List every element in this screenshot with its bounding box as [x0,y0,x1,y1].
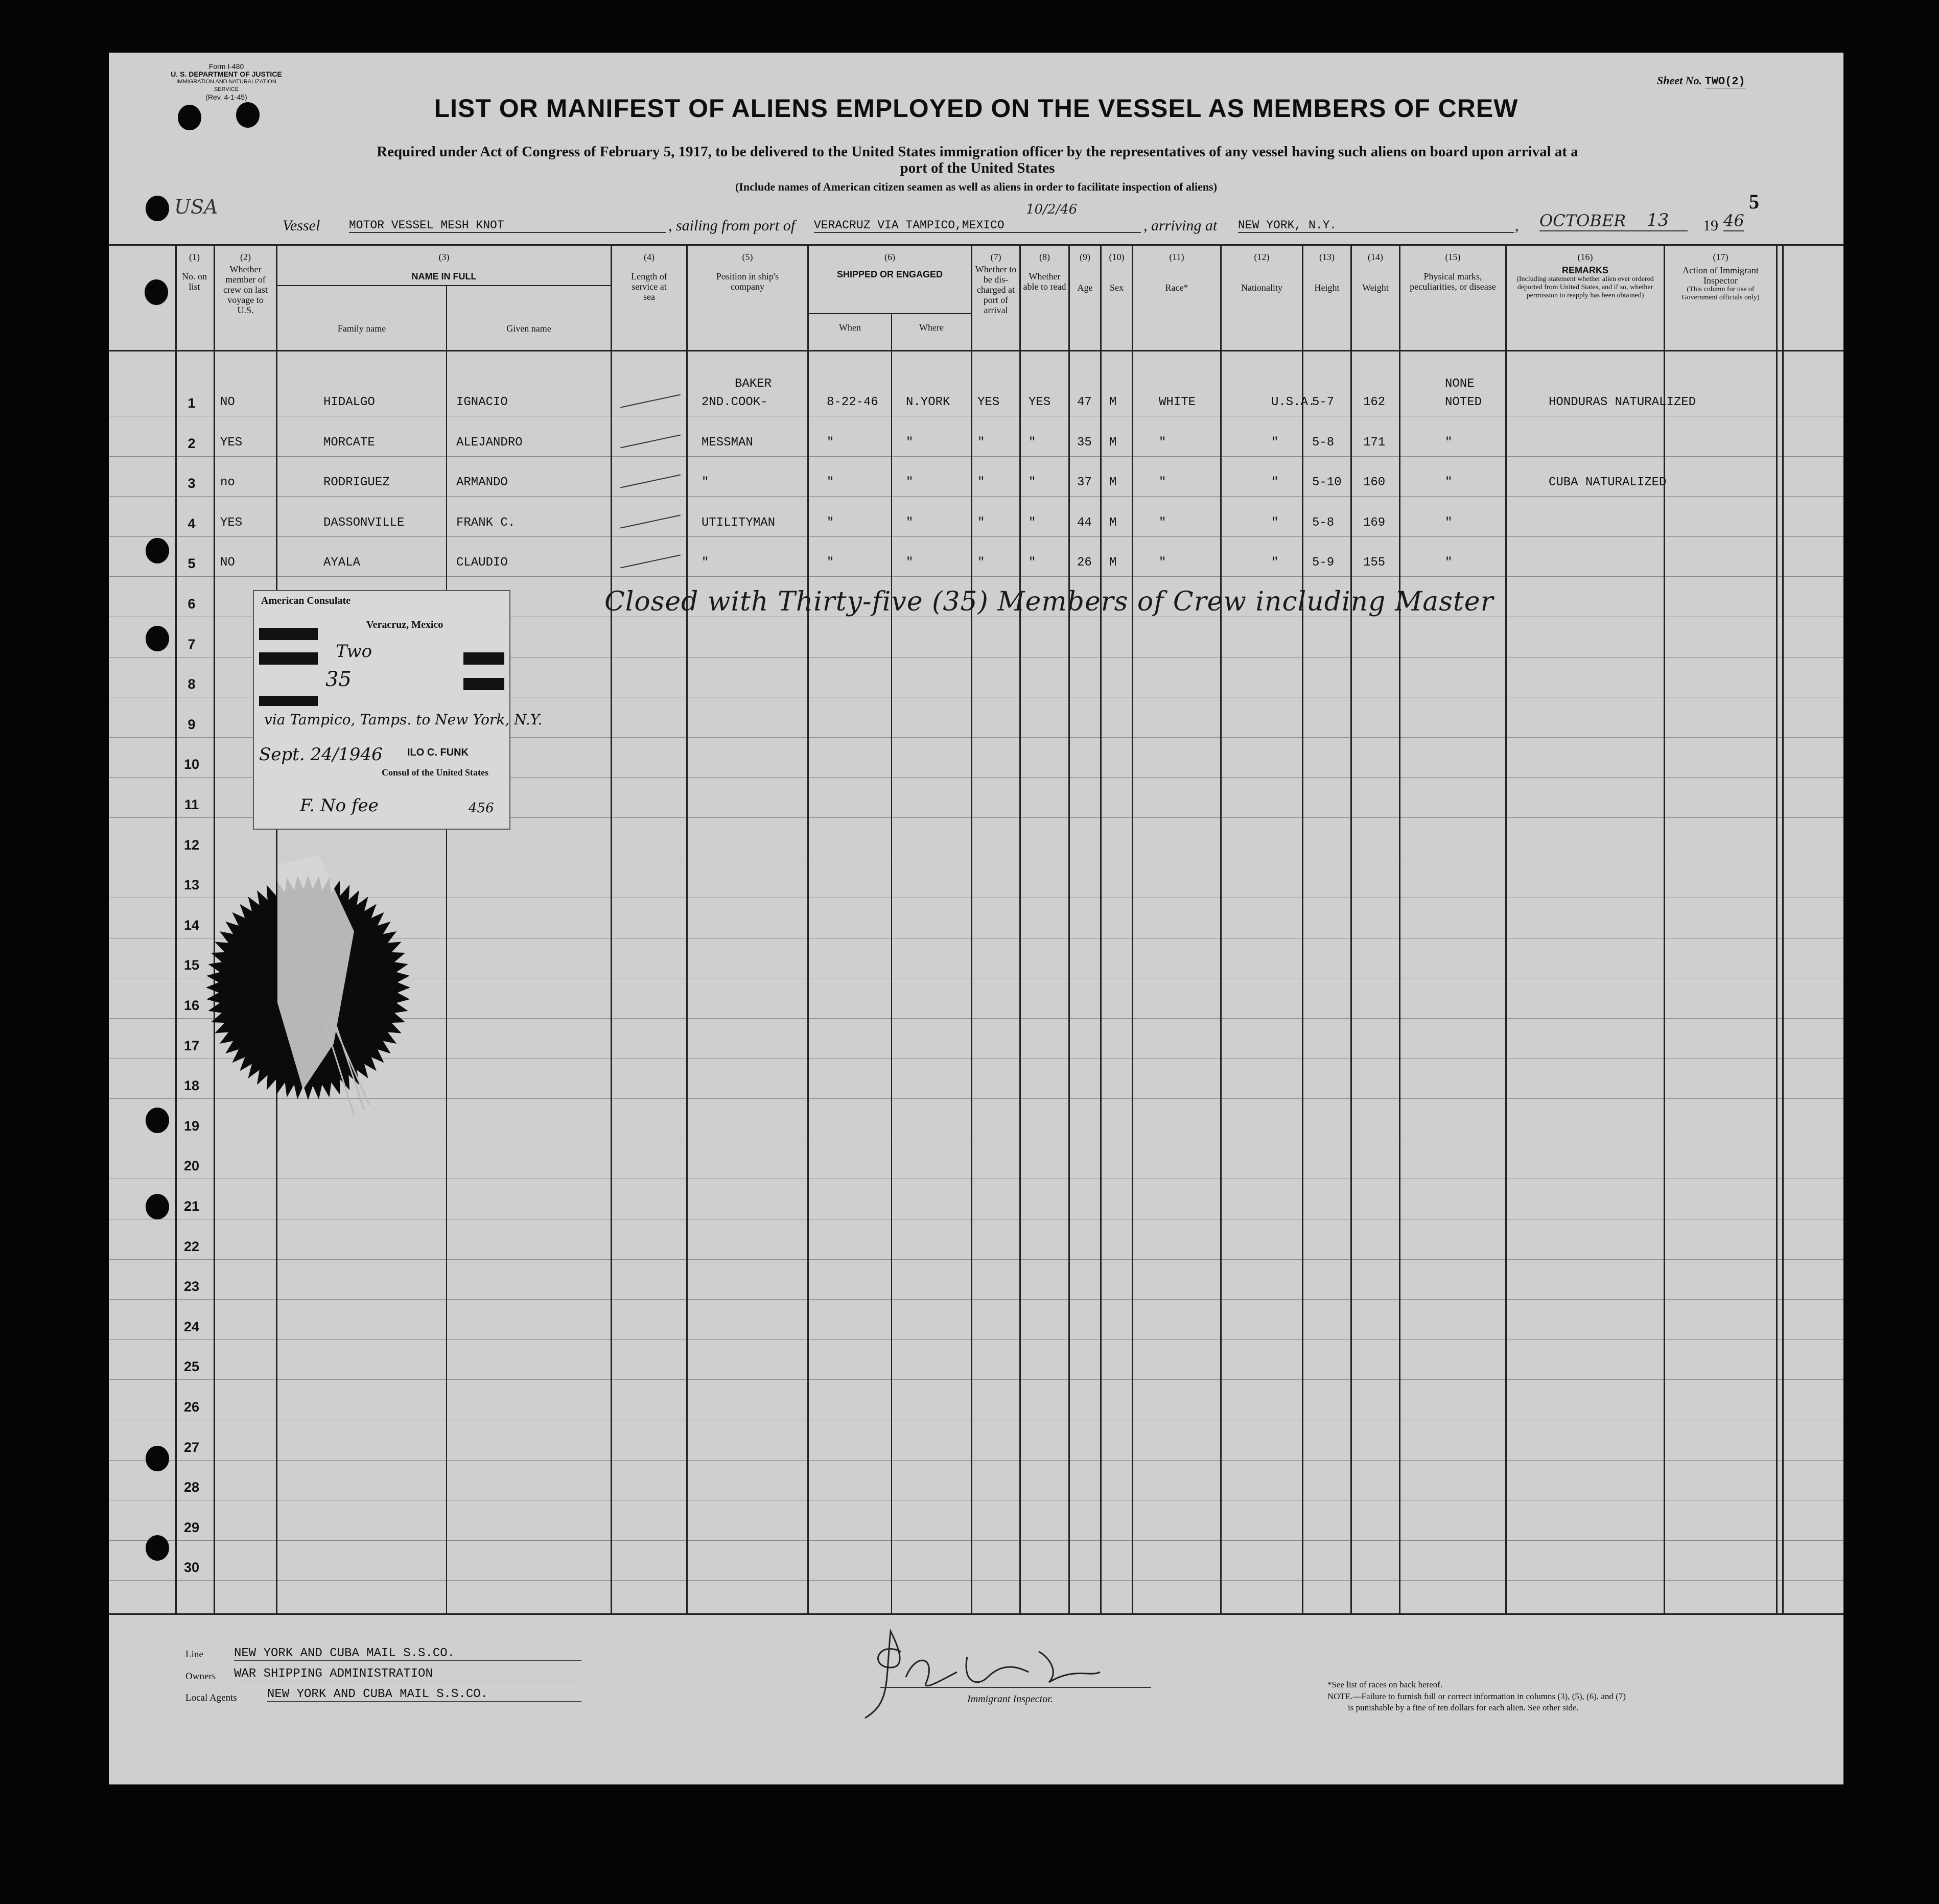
crew-age: 26 [1077,556,1092,570]
fine-note-line2: is punishable by a fine of ten dollars for each alien. See other side. [1348,1703,1579,1712]
form-number: Form I-480 [208,62,244,70]
header-col-5 [688,252,807,292]
header-col-17-num: (17) [1713,252,1728,262]
crew-able-to-read: " [1029,476,1036,490]
crew-age: 37 [1077,476,1092,490]
page-number: 5 [1749,190,1759,213]
sheet-label: Sheet No. [1657,74,1702,87]
crew-height: 5-9 [1312,556,1335,570]
crew-race: " [1159,556,1166,570]
header-bottom-rule [109,350,1843,351]
crew-physical-marks: NOTED [1445,395,1482,409]
arriving-value: NEW YORK, N.Y. [1238,219,1514,233]
crew-shipped-where: " [906,476,914,490]
header-col-7-label: Whether to be dis-charged at port of arrival [975,264,1017,315]
header-col-2-label: Whether member of crew on last voyage to U.S. [223,264,268,315]
header-col-9-label: Age [1077,283,1093,293]
crew-physical-marks: " [1445,556,1453,570]
crew-position: UTILITYMAN [702,515,776,530]
crew-weight: 155 [1363,556,1386,570]
stamp-consul-name: ILO C. FUNK [407,747,469,758]
crew-position: 2ND.COOK- [702,395,768,409]
row-number: 16 [183,998,200,1013]
header-col-1-num: (1) [189,252,200,262]
row-number: 9 [188,716,196,732]
sailing-value: VERACRUZ VIA TAMPICO,MEXICO [814,219,1141,233]
header-col-2 [215,252,276,315]
crew-prior-voyage: YES [220,515,243,530]
header-when: When [839,322,861,333]
column-rule [1302,244,1303,1613]
row-number: 27 [183,1439,200,1455]
row-line [109,456,1843,457]
header-col-3 [277,252,611,281]
binder-hole [146,1535,169,1561]
margin-note: USA [174,196,218,218]
header-given-name: Given name [506,323,551,334]
row-number: 3 [188,476,196,491]
stamp-count: 35 [325,668,352,691]
form-revision: (Rev. 4-1-45) [205,93,247,101]
crew-height: 5-7 [1312,395,1335,409]
stamp-fee-number: 456 [469,801,494,816]
subtitle-note: (Include names of American citizen seamen as well as aliens in order to facilitate inspection of aliens) [735,180,1218,193]
length-of-service-dash [620,555,681,569]
row-line [109,576,1843,577]
column-rule [1350,244,1352,1613]
row-line [109,1379,1843,1380]
arrival-day: 13 [1647,210,1669,230]
crew-shipped-when: " [827,556,834,570]
row-number: 24 [183,1319,200,1334]
header-col-4-label: Length of service at sea [631,271,667,302]
length-of-service-dash [620,394,681,408]
column-rule [1399,244,1400,1613]
crew-given-name: IGNACIO [456,395,508,409]
header-col-11-num: (11) [1169,252,1184,262]
binder-hole [146,1194,169,1219]
header-col-9 [1070,252,1100,293]
footer-line-label: Line [185,1649,203,1660]
header-col-17-label: Action of Immigrant Inspector [1683,265,1759,286]
binder-hole [178,105,201,130]
header-col-16-note: (Including statement whether alien ever ordered deported from United States, and if so, whether permission to reapply has been obtained) [1516,275,1654,299]
vessel-value: MOTOR VESSEL MESH KNOT [349,219,666,233]
column-rule [686,244,688,1613]
crew-family-name: HIDALGO [323,395,375,409]
header-col-7 [972,252,1019,315]
column-rule [446,285,447,1613]
header-col-3-num: (3) [438,252,450,262]
header-col-13 [1303,252,1350,293]
header-col-4-num: (4) [644,252,655,262]
row-number: 30 [183,1560,200,1576]
header-col-2-num: (2) [240,252,251,262]
form-service: IMMIGRATION AND NATURALIZATION SERVICE [176,79,276,92]
header-where: Where [919,322,944,333]
crew-weight: 162 [1363,395,1386,409]
crew-family-name: MORCATE [323,435,375,450]
header-col-12 [1222,252,1302,293]
column-rule [1782,244,1784,1613]
header-col-11 [1133,252,1220,293]
subheader-rule [276,285,611,286]
crew-remarks: CUBA NATURALIZED [1549,476,1667,490]
header-col-14 [1352,252,1399,293]
row-number: 21 [183,1198,200,1214]
row-number: 13 [183,877,200,893]
row-line [109,1299,1843,1300]
consulate-stamp [253,590,543,830]
redaction-bar [259,628,318,640]
crew-family-name: AYALA [323,556,361,570]
row-number: 11 [184,797,199,812]
row-line [109,496,1843,497]
binder-hole [146,626,169,651]
header-col-3-label: NAME IN FULL [411,271,477,281]
crew-position: MESSMAN [702,435,753,450]
crew-given-name: FRANK C. [456,515,516,530]
row-number: 19 [183,1118,200,1134]
footer-agents-value: NEW YORK AND CUBA MAIL S.S.CO. [267,1687,581,1702]
crew-physical-marks-line1: NONE [1445,377,1475,391]
header-col-5-label: Position in ship's company [716,271,779,292]
crew-position: " [702,476,709,490]
arriving-comma: , [1515,217,1519,234]
row-number: 20 [183,1158,200,1174]
header-col-7-num: (7) [990,252,1001,262]
crew-height: 5-10 [1312,476,1342,490]
stamp-sheet-word: Two [336,641,372,662]
subtitle-line2: port of the United States [900,160,1055,176]
sailing-label: , sailing from port of [668,217,796,234]
crew-discharged: " [977,556,985,570]
crew-physical-marks: " [1445,476,1453,490]
header-col-9-num: (9) [1080,252,1090,262]
row-line [109,1540,1843,1541]
crew-weight: 160 [1363,476,1386,490]
binder-hole [146,1446,169,1471]
binder-hole [146,1108,169,1133]
crew-position-line1: BAKER [735,377,772,391]
column-rule [1505,244,1507,1613]
crew-sex: M [1109,476,1117,490]
row-number: 28 [183,1479,200,1495]
crew-position: " [702,556,709,570]
row-line [109,1339,1843,1340]
table-bottom-rule [109,1613,1843,1615]
column-rule [1776,244,1778,1613]
crew-shipped-when: " [827,515,834,530]
row-number: 23 [183,1279,200,1295]
row-line [109,1580,1843,1581]
crew-height: 5-8 [1312,515,1335,530]
subheader-rule [807,313,971,314]
races-note: *See list of races on back hereof. [1327,1680,1443,1689]
crew-sex: M [1109,435,1117,450]
header-col-8-num: (8) [1039,252,1050,262]
row-number: 6 [188,596,196,612]
header-col-11-label: Race* [1165,283,1188,293]
header-col-17 [1665,252,1776,302]
sailing-date-note: 10/2/46 [1026,202,1078,217]
column-rule [1068,244,1070,1613]
stamp-fee: F. No fee [300,795,379,816]
crew-shipped-when: 8-22-46 [827,395,878,409]
footer-owners-value: WAR SHIPPING ADMINISTRATION [234,1667,581,1681]
crew-able-to-read: " [1029,556,1036,570]
header-col-10-label: Sex [1110,283,1124,293]
arrival-year-prefix: 19 [1703,217,1718,234]
stamp-consul-title: Consul of the United States [382,767,489,778]
stamp-date: Sept. 24/1946 [259,744,383,765]
stamp-line2: Veracruz, Mexico [366,619,443,630]
stamp-line1: American Consulate [261,595,351,606]
length-of-service-dash [620,475,681,488]
row-number: 2 [188,435,196,451]
sheet-value: TWO(2) [1704,75,1745,88]
header-col-14-num: (14) [1368,252,1383,262]
table-top-rule [109,244,1843,246]
crew-sex: M [1109,395,1117,409]
footer-line-value: NEW YORK AND CUBA MAIL S.S.CO. [234,1647,581,1661]
binder-hole [146,196,169,221]
crew-shipped-where: " [906,515,914,530]
crew-remarks: HONDURAS NATURALIZED [1549,395,1696,409]
row-number: 29 [183,1519,200,1535]
sheet-number [1657,74,1745,88]
row-number: 22 [183,1238,200,1254]
header-col-10 [1102,252,1132,293]
crew-age: 44 [1077,515,1092,530]
header-col-6 [809,252,971,279]
arriving-label: , arriving at [1143,217,1218,234]
crew-family-name: DASSONVILLE [323,515,405,530]
closing-note: Closed with Thirty-five (35) Members of Crew including Master [604,586,1494,617]
header-col-5-num: (5) [742,252,753,262]
column-rule [971,244,972,1613]
column-rule [1019,244,1021,1613]
crew-nationality: U.S.A. [1271,395,1316,409]
header-col-17-note: (This column for use of Government officials only) [1681,286,1760,301]
row-number: 12 [183,837,200,853]
header-col-15 [1400,252,1505,292]
header-col-16-label: REMARKS [1561,265,1608,275]
row-line [109,536,1843,537]
row-number: 18 [183,1078,200,1094]
redaction-bar [259,652,318,665]
row-number: 5 [188,556,196,572]
column-rule [1664,244,1665,1613]
crew-shipped-where: " [906,556,914,570]
vessel-label: Vessel [283,217,320,234]
header-col-4 [612,252,686,302]
inspector-signature-icon [834,1621,1223,1723]
row-line [109,1259,1843,1260]
crew-shipped-when: " [827,435,834,450]
column-rule [891,313,892,1613]
crew-weight: 171 [1363,435,1386,450]
crew-prior-voyage: no [220,476,235,490]
crew-shipped-where: " [906,435,914,450]
crew-family-name: RODRIGUEZ [323,476,390,490]
crew-age: 35 [1077,435,1092,450]
crew-race: " [1159,435,1166,450]
form-department: U. S. DEPARTMENT OF JUSTICE [171,70,282,78]
arrival-month: OCTOBER [1539,211,1688,231]
crew-race: WHITE [1159,395,1196,409]
header-col-13-label: Height [1314,283,1340,293]
row-number: 8 [188,676,196,692]
header-col-12-num: (12) [1254,252,1270,262]
crew-prior-voyage: NO [220,556,235,570]
crew-weight: 169 [1363,515,1386,530]
column-rule [611,244,612,1613]
crew-prior-voyage: NO [220,395,235,409]
header-col-15-num: (15) [1445,252,1461,262]
crew-race: " [1159,515,1166,530]
crew-given-name: ALEJANDRO [456,435,523,450]
header-col-16 [1507,252,1664,300]
row-number: 25 [183,1359,200,1375]
crew-discharged: YES [977,395,1000,409]
crew-able-to-read: YES [1029,395,1051,409]
crew-sex: M [1109,515,1117,530]
header-col-8 [1021,252,1068,292]
arrival-year-suffix: 46 [1723,211,1744,230]
header-col-6-label: SHIPPED OR ENGAGED [836,269,943,279]
row-number: 15 [183,957,200,973]
crew-able-to-read: " [1029,435,1036,450]
crew-race: " [1159,476,1166,490]
header-col-16-num: (16) [1577,252,1593,262]
header-col-15-label: Physical marks, peculiarities, or disease [1410,271,1496,292]
row-number: 10 [183,757,200,772]
header-col-8-label: Whether able to read [1023,271,1066,292]
row-number: 17 [183,1038,200,1053]
subtitle-line1: Required under Act of Congress of February 5, 1917, to be delivered to the United States immigration officer by the representatives of any vessel having such aliens on board upon arrival at a [377,144,1578,160]
column-rule [1100,244,1102,1613]
header-col-12-label: Nationality [1241,283,1282,293]
row-number: 26 [183,1399,200,1415]
crew-nationality: " [1271,515,1279,530]
header-family-name: Family name [337,323,386,334]
header-col-10-num: (10) [1109,252,1125,262]
crew-age: 47 [1077,395,1092,409]
binder-hole [146,538,169,563]
redaction-bar [463,678,504,690]
row-number: 1 [188,395,196,411]
binder-hole [145,279,168,305]
crew-nationality: " [1271,476,1279,490]
crew-nationality: " [1271,556,1279,570]
crew-prior-voyage: YES [220,435,243,450]
crew-sex: M [1109,556,1117,570]
header-col-14-label: Weight [1362,283,1389,293]
row-number: 7 [188,636,196,652]
crew-given-name: ARMANDO [456,476,508,490]
crew-physical-marks: " [1445,515,1453,530]
footer-agents-label: Local Agents [185,1693,237,1703]
footer-owners-label: Owners [185,1671,216,1682]
manifest-sheet [109,53,1843,1784]
crew-shipped-when: " [827,476,834,490]
inspector-label: Immigrant Inspector. [967,1694,1053,1705]
crew-able-to-read: " [1029,515,1036,530]
row-number: 4 [188,515,196,531]
crew-given-name: CLAUDIO [456,556,508,570]
header-col-13-num: (13) [1319,252,1335,262]
header-col-1-label: No. on list [182,271,207,292]
length-of-service-dash [620,514,681,528]
stamp-route: via Tampico, Tamps. to New York, N.Y. [264,711,543,728]
crew-nationality: " [1271,435,1279,450]
row-number: 14 [183,917,200,933]
crew-height: 5-8 [1312,435,1335,450]
embossed-seal-icon [201,850,415,1125]
column-rule [1132,244,1133,1613]
crew-discharged: " [977,515,985,530]
header-col-6-num: (6) [884,252,895,262]
page-title: LIST OR MANIFEST OF ALIENS EMPLOYED ON THE VESSEL AS MEMBERS OF CREW [434,94,1519,123]
crew-discharged: " [977,476,985,490]
crew-shipped-where: N.YORK [906,395,950,409]
row-line [109,1460,1843,1461]
fine-note-line1: NOTE.—Failure to furnish full or correct information in columns (3), (5), (6), and (7) [1327,1691,1626,1701]
page-subtitle [196,144,1759,176]
header-col-1 [175,252,214,292]
redaction-bar [463,652,504,665]
redaction-bar [259,696,318,706]
column-rule [807,244,809,1613]
crew-physical-marks: " [1445,435,1453,450]
binder-hole [236,102,260,128]
length-of-service-dash [620,434,681,448]
crew-discharged: " [977,435,985,450]
column-rule [1220,244,1222,1613]
